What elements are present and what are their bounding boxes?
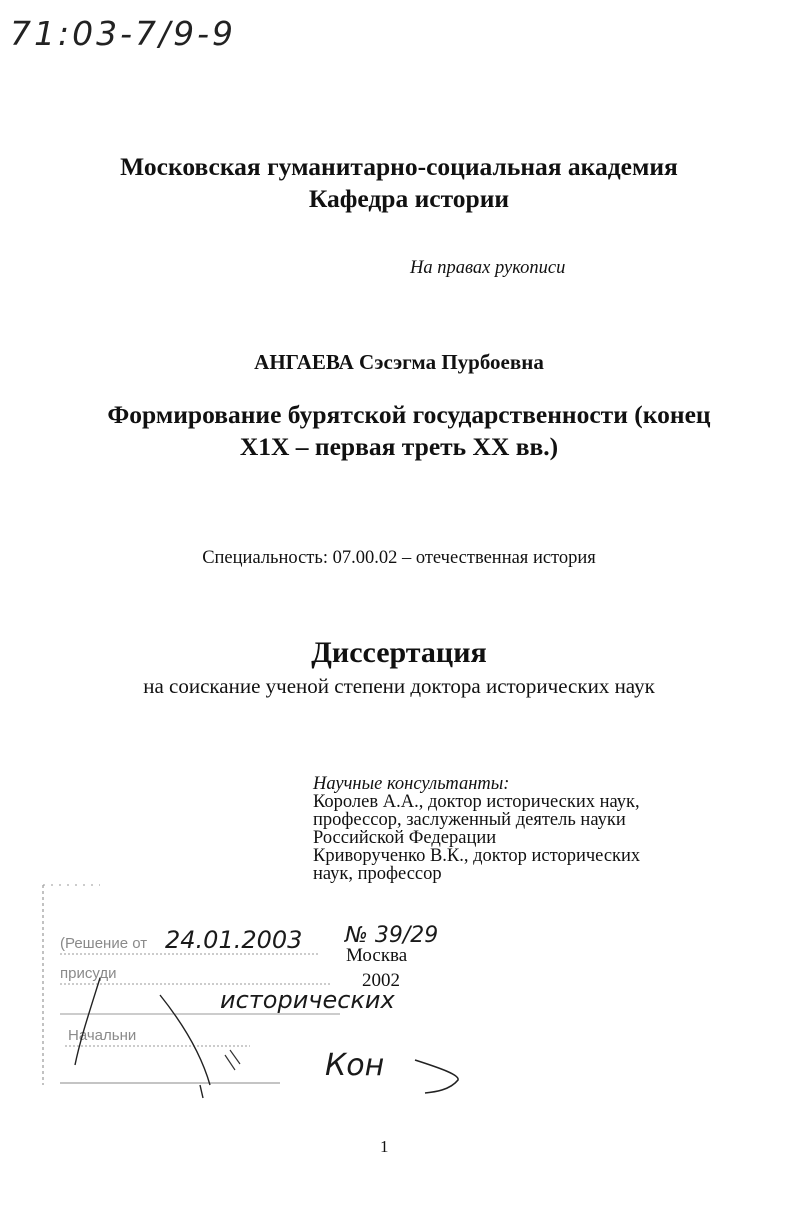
document-type: Диссертация xyxy=(311,636,487,669)
pen-stroke xyxy=(225,1050,240,1070)
handwritten-signature: Кон xyxy=(325,1048,385,1083)
consultant-line: Королев А.А., доктор исторических наук, xyxy=(313,792,640,812)
stamp-field-2: присуди xyxy=(60,965,117,982)
library-stamp xyxy=(40,880,470,1100)
archive-number: 71:03-7/9-9 xyxy=(10,14,237,53)
signature-stroke xyxy=(415,1060,458,1093)
consultant-line: Криворученко В.К., доктор исторических xyxy=(313,846,641,866)
stamp-field-1: (Решение от xyxy=(60,935,148,952)
page-number: 1 xyxy=(380,1137,389,1156)
consultant-line: Российской Федерации xyxy=(313,828,497,848)
consultant-line: профессор, заслуженный деятель науки xyxy=(313,810,626,830)
institution-name: Московская гуманитарно-социальная академия xyxy=(120,152,678,181)
manuscript-note: На правах рукописи xyxy=(410,258,566,278)
consultants-block xyxy=(313,775,640,883)
handwritten-date: 24.01.2003 xyxy=(165,926,303,954)
dissertation-title-line2: Х1Х – первая треть ХХ вв.) xyxy=(239,432,559,461)
dissertation-title-line1: Формирование бурятской государственности (конец xyxy=(107,400,711,429)
author-name: АНГАЕВА Сэсэгма Пурбоевна xyxy=(254,350,544,374)
department-name: Кафедра истории xyxy=(308,184,510,213)
document-subtitle: на соискание ученой степени доктора исторических наук xyxy=(143,674,655,698)
consultant-line: наук, профессор xyxy=(313,864,442,884)
year: 2002 xyxy=(362,970,400,991)
handwritten-number: № 39/29 xyxy=(345,923,439,948)
pen-stroke xyxy=(160,995,210,1085)
consultants-heading: Научные консультанты: xyxy=(313,774,510,794)
pen-stroke xyxy=(75,978,100,1065)
city: Москва xyxy=(346,945,408,966)
specialty: Специальность: 07.00.02 – отечественная история xyxy=(202,548,596,568)
pen-stroke xyxy=(200,1085,203,1098)
handwritten-field: исторических xyxy=(220,986,395,1014)
stamp-field-3: Начальни xyxy=(68,1027,137,1044)
